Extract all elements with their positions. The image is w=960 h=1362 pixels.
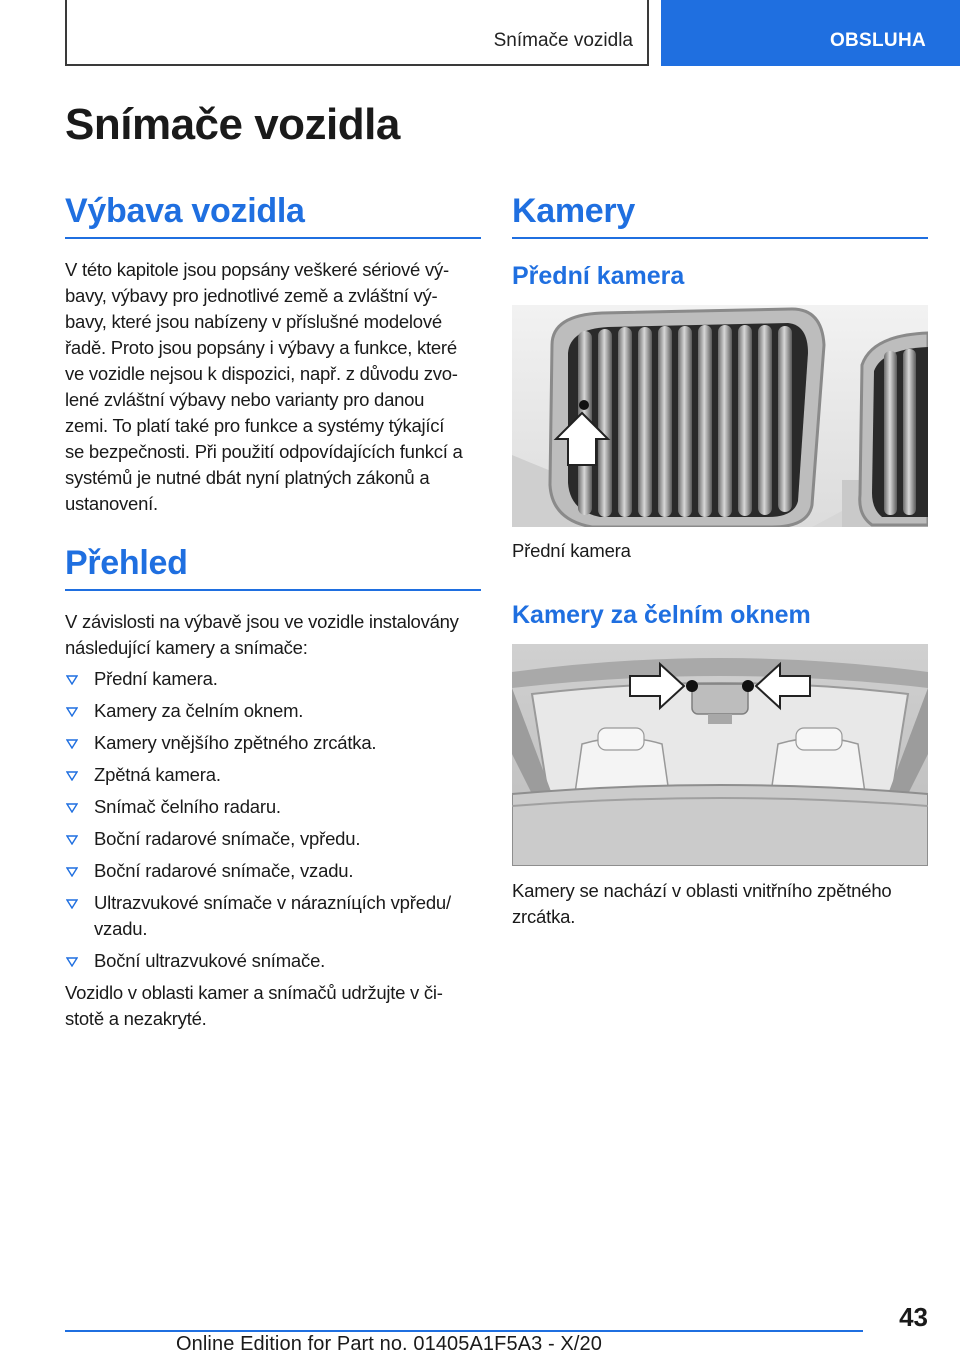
list-item: Kamery vnějšího zpětného zrcátka.	[65, 730, 481, 756]
chapter-tab[interactable]	[661, 0, 960, 66]
subheading-windshield-cameras: Kamery za čelním oknem	[512, 601, 811, 629]
heading-kamery: Kamery	[512, 192, 928, 239]
vybava-line: zemi. To platí také pro funkce a systémy týkající	[65, 415, 445, 436]
triangle-bullet-icon	[66, 771, 78, 781]
windshield-camera-left-dot	[686, 680, 698, 692]
list-item: Ultrazvukové snímače v nárazníцích vpředu/ vzadu.	[65, 890, 481, 942]
list-item: Přední kamera.	[65, 666, 481, 692]
list-item: Snímač čelního radaru.	[65, 794, 481, 820]
prehled-intro-line: následující kamery a snímače:	[65, 637, 308, 658]
sensor-list	[65, 666, 481, 980]
vybava-line: bavy, výbavy pro jednotlivé země a zvláštní vý-	[65, 285, 438, 306]
vybava-line: se bezpečnosti. Při použití odpovídajících funkcí a	[65, 441, 463, 462]
car-interior-illustration	[512, 644, 928, 866]
triangle-bullet-icon	[66, 675, 78, 685]
windshield-camera-figure	[512, 644, 928, 866]
prehled-intro-line: V závislosti na výbavě jsou ve vozidle instalovány	[65, 611, 459, 632]
windshield-camera-caption	[512, 878, 928, 930]
triangle-bullet-icon	[66, 957, 78, 967]
triangle-bullet-icon	[66, 835, 78, 845]
windshield-camera-right-dot	[742, 680, 754, 692]
grille-slats	[578, 325, 792, 517]
triangle-bullet-icon	[66, 803, 78, 813]
prehled-intro	[65, 609, 481, 661]
prehled-outro-line: stotě a nezakryté.	[65, 1008, 207, 1029]
caption-line: Kamery se nachází v oblasti vnitřního zpětného	[512, 880, 892, 901]
caption-line: zrcátka.	[512, 906, 576, 927]
heading-prehled: Přehled	[65, 544, 481, 591]
front-camera-dot	[579, 400, 589, 410]
vybava-line: řadě. Proto jsou popsány i výbavy a funkce, které	[65, 337, 457, 358]
triangle-bullet-icon	[66, 739, 78, 749]
footer-divider	[65, 1330, 863, 1332]
vybava-line: bavy, které jsou nabízeny v příslušné modelové	[65, 311, 442, 332]
footer-edition: Online Edition for Part no. 01405A1F5A3 - X/20	[176, 1333, 602, 1355]
running-header-title: Snímače vozidla	[493, 30, 633, 51]
front-camera-caption: Přední kamera	[512, 540, 631, 561]
prehled-outro	[65, 980, 481, 1032]
triangle-bullet-icon	[66, 867, 78, 877]
page-title: Snímače vozidla	[65, 100, 400, 149]
subheading-front-camera: Přední kamera	[512, 262, 685, 290]
prehled-outro-line: Vozidlo v oblasti kamer a snímačů udržujte v či-	[65, 982, 443, 1003]
front-camera-figure	[512, 305, 928, 527]
list-item: Kamery za čelním oknem.	[65, 698, 481, 724]
list-item: Boční ultrazvukové snímače.	[65, 948, 481, 974]
vybava-line: ustanovení.	[65, 493, 158, 514]
chapter-tab-label: OBSLUHA	[829, 30, 926, 51]
triangle-bullet-icon	[66, 707, 78, 717]
list-item: Zpětná kamera.	[65, 762, 481, 788]
kidney-grille-illustration	[512, 305, 928, 527]
vybava-line: systémů je nutné dbát nyní platných zákonů a	[65, 467, 430, 488]
list-item: Boční radarové snímače, vpředu.	[65, 826, 481, 852]
list-item: Boční radarové snímače, vzadu.	[65, 858, 481, 884]
running-header-section	[65, 0, 649, 66]
triangle-bullet-icon	[66, 899, 78, 909]
vybava-line: ve vozidle nejsou k dispozici, např. z důvodu zvo-	[65, 363, 458, 384]
heading-vybava: Výbava vozidla	[65, 192, 481, 239]
vybava-line: lené zvláštní výbavy nebo varianty pro danou	[65, 389, 425, 410]
vybava-paragraph	[65, 257, 481, 517]
page-number: 43	[899, 1302, 928, 1332]
vybava-line: V této kapitole jsou popsány veškeré sériové vý-	[65, 259, 449, 280]
